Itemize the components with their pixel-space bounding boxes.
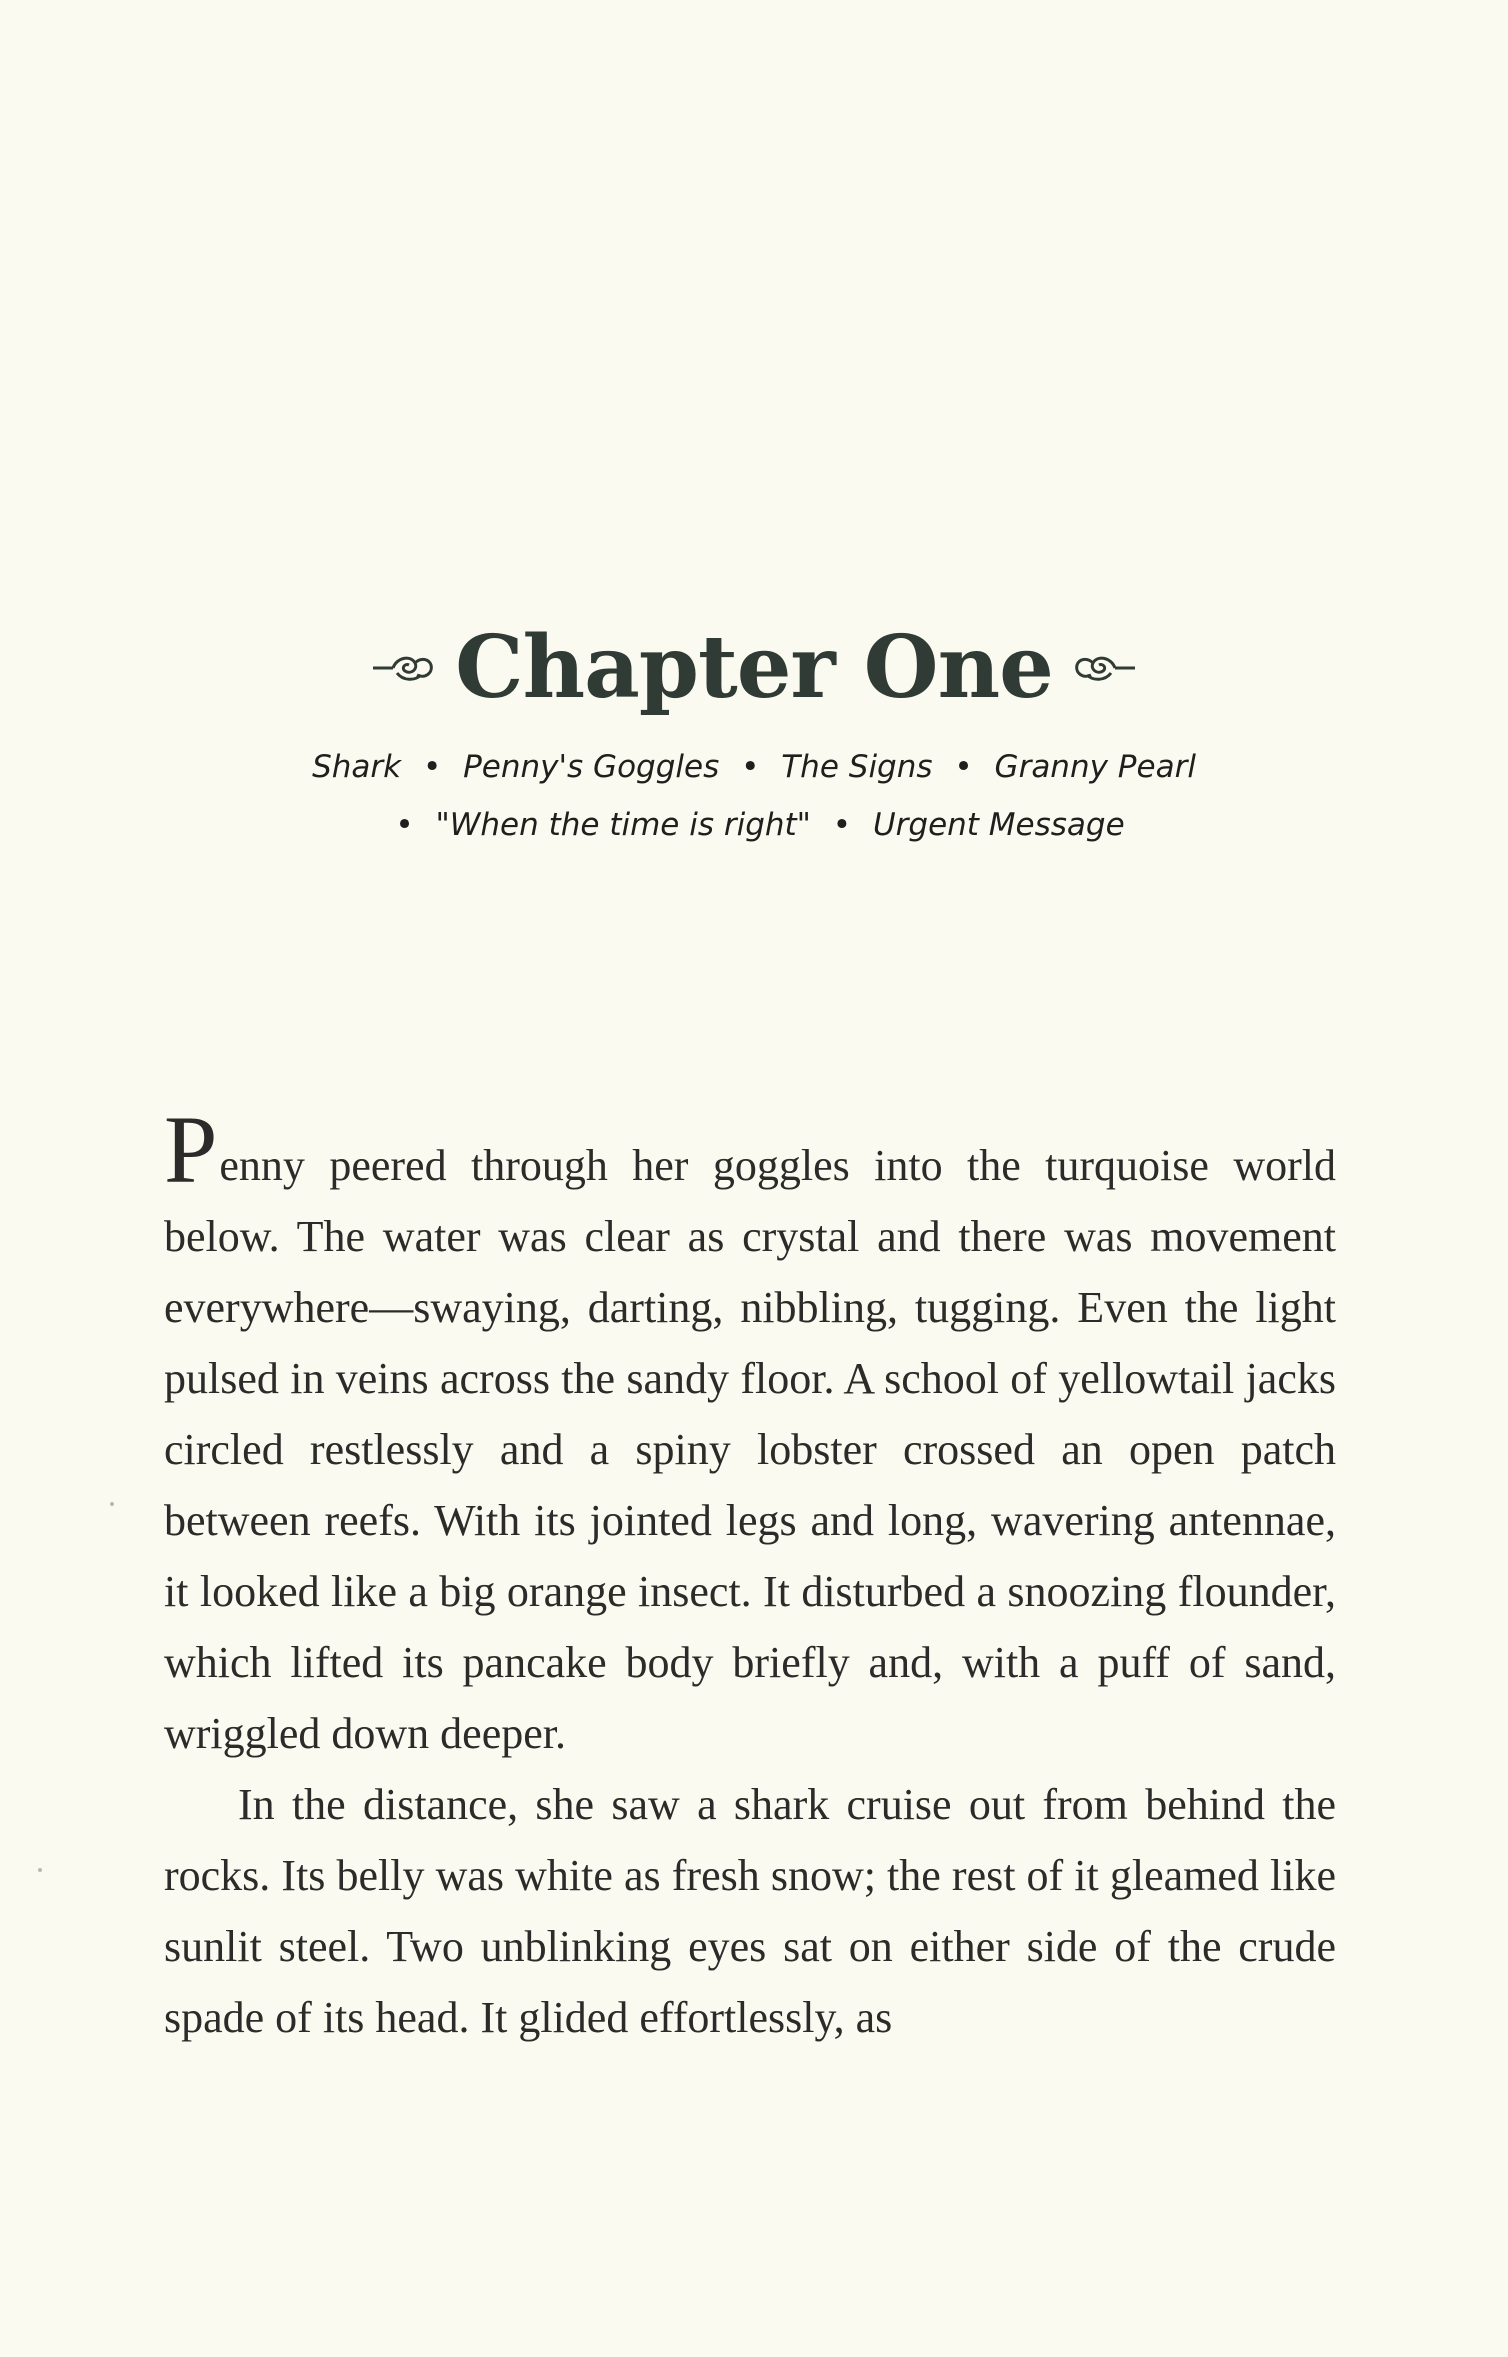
chapter-title: Chapter One <box>455 617 1053 718</box>
chapter-heading <box>0 618 1508 718</box>
paper-speck <box>110 1502 114 1506</box>
topic-item: Urgent Message <box>872 807 1125 843</box>
topic-item: Penny's Goggles <box>463 749 720 785</box>
topic-bullet: • <box>741 749 760 785</box>
topic-item: The Signs <box>781 749 933 785</box>
chapter-body <box>164 1096 1336 2053</box>
topic-item: Shark <box>312 749 402 785</box>
chapter-topics <box>0 738 1508 854</box>
topic-item: "When the time is right" <box>435 807 811 843</box>
topic-item: Granny Pearl <box>994 749 1196 785</box>
left-flourish-icon <box>371 651 435 685</box>
drop-cap: P <box>164 1096 218 1203</box>
topic-bullet: • <box>832 807 852 843</box>
topics-line-2 <box>0 796 1508 854</box>
chapter-title-row <box>371 618 1137 718</box>
paragraph-1-text: enny peered through her goggles into the turquoise world below. The water was clear as crystal and there was movement everywhere—swaying, darting, nibbling, tugging. Even the light pulsed in veins across the sandy floor. A school of yellowtail jacks circled restlessly and a spiny lobster crossed an open patch between reefs. With its jointed legs and long, wavering antennae, it looked like a big orange insect. It disturbed a snoozing flounder, which lifted its pancake body briefly and, with a puff of sand, wriggled down deeper. <box>164 1141 1336 1758</box>
topic-bullet: • <box>395 807 414 843</box>
paragraph-1 <box>164 1096 1336 1769</box>
topic-bullet: • <box>954 749 973 785</box>
paper-speck <box>38 1868 42 1872</box>
topic-bullet: • <box>422 749 442 785</box>
topics-line-1 <box>0 738 1508 796</box>
right-flourish-icon <box>1073 651 1137 685</box>
paragraph-2: In the distance, she saw a shark cruise out from behind the rocks. Its belly was white as fresh snow; the rest of it gleamed like sunlit steel. Two unblinking eyes sat on either side of the crude spade of its head. It glided effortlessly, as <box>164 1780 1336 2042</box>
